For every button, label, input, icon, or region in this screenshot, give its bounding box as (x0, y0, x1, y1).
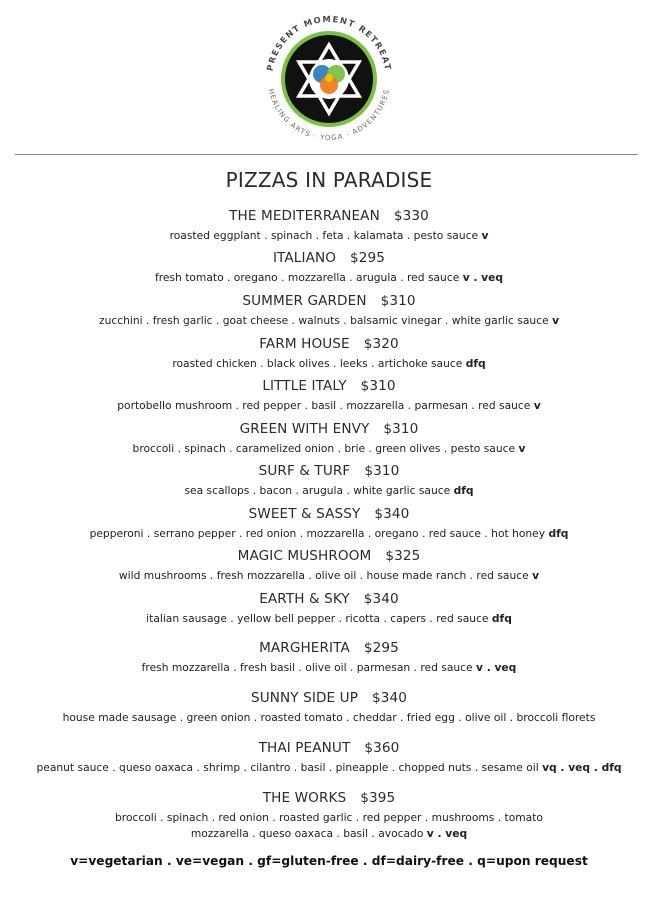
pizza-name: LITTLE ITALY (262, 378, 347, 394)
dietary-tags: v (481, 229, 489, 242)
ingredients-text: zucchini . fresh garlic . goat cheese . walnuts . balsamic vinegar . white garlic sauce (98, 314, 553, 327)
menu-item-heading (0, 740, 658, 757)
menu-item (0, 548, 658, 584)
menu-item (0, 250, 658, 286)
ingredients-text: wild mushrooms . fresh mozzarella . olive oil . house made ranch . red sauce (118, 569, 533, 582)
dietary-tags: dfq (465, 357, 486, 370)
dietary-tags: dfq (491, 612, 512, 625)
menu-item-heading (0, 690, 658, 707)
pizza-ingredients (0, 441, 658, 457)
ingredients-text: roasted chicken . black olives . leeks . artichoke sauce (172, 357, 466, 370)
menu-item-heading (0, 591, 658, 608)
ingredients-text: pepperoni . serrano pepper . red onion . mozzarella . oregano . red sauce . hot honey (89, 527, 549, 540)
ingredients-text: fresh tomato . oregano . mozzarella . arugula . red sauce (154, 271, 463, 284)
menu-item (0, 378, 658, 414)
ingredients-text: roasted eggplant . spinach . feta . kalamata . pesto sauce (169, 229, 482, 242)
pizza-price: $395 (360, 790, 396, 806)
menu-item (0, 591, 658, 627)
logo-top-text: PRESENT MOMENT RETREAT (264, 13, 394, 72)
pizza-name: FARM HOUSE (259, 336, 350, 352)
dietary-tags: dfq (453, 484, 474, 497)
pizza-name: MARGHERITA (259, 640, 350, 656)
pizza-name: SWEET & SASSY (248, 506, 361, 522)
pizza-price: $360 (364, 740, 400, 756)
pizza-ingredients (0, 826, 658, 842)
menu-item-heading (0, 336, 658, 353)
dietary-tags: v . veq (476, 661, 517, 674)
ingredients-text: mozzarella . queso oaxaca . basil . avocado (190, 827, 427, 840)
dietary-legend: v=vegetarian . ve=vegan . gf=gluten-free . df=dairy-free . q=upon request (70, 854, 588, 868)
menu-item-heading (0, 250, 658, 267)
pizza-name: THAI PEANUT (258, 740, 351, 756)
ingredients-text: italian sausage . yellow bell pepper . ricotta . capers . red sauce (146, 612, 492, 625)
ingredients-text: sea scallops . bacon . arugula . white garlic sauce (184, 484, 454, 497)
pizza-ingredients (0, 270, 658, 286)
pizza-ingredients (0, 398, 658, 414)
ingredients-text: portobello mushroom . red pepper . basil . mozzarella . parmesan . red sauce (117, 399, 534, 412)
pizza-ingredients (0, 228, 658, 244)
pizza-name: THE MEDITERRANEAN (229, 208, 380, 224)
pizza-price: $340 (372, 690, 407, 706)
pizza-name: MAGIC MUSHROOM (237, 548, 372, 564)
dietary-tags: v (533, 399, 541, 412)
pizza-name: THE WORKS (262, 790, 347, 806)
dietary-tags: v . veq (426, 827, 468, 840)
dietary-tags: dfq (548, 527, 569, 540)
pizza-price: $295 (350, 250, 386, 266)
pizza-name: SUMMER GARDEN (242, 293, 367, 309)
logo-bottom-text: HEALING ARTS · YOGA · ADVENTURES (266, 88, 392, 143)
pizza-price: $325 (385, 548, 421, 564)
menu-item (0, 506, 658, 542)
ingredients-text: broccoli . spinach . red onion . roasted garlic . red pepper . mushrooms . tomato (115, 811, 543, 824)
menu-item (0, 740, 658, 776)
dietary-tags: v (552, 314, 560, 327)
pizza-ingredients (0, 313, 658, 329)
menu-item (0, 690, 658, 726)
page-title: PIZZAS IN PARADISE (225, 168, 433, 192)
pizza-ingredients (0, 611, 658, 627)
menu-item (0, 790, 658, 842)
pizza-price: $310 (383, 421, 419, 437)
menu-item (0, 293, 658, 329)
pizza-price: $310 (380, 293, 416, 309)
menu-item (0, 463, 658, 499)
menu-item-heading (0, 378, 658, 395)
ingredients-text: broccoli . spinach . caramelized onion . brie . green olives . pesto sauce (132, 442, 519, 455)
pizza-price: $310 (360, 378, 396, 394)
menu-item-heading (0, 293, 658, 310)
logo (0, 0, 658, 145)
pizza-price: $295 (363, 640, 399, 656)
pizza-price: $330 (393, 208, 429, 224)
menu-item-heading (0, 208, 658, 225)
header-divider (15, 154, 638, 155)
pizza-ingredients (0, 660, 658, 676)
pizza-name: SUNNY SIDE UP (250, 690, 358, 706)
dietary-tags: v (518, 442, 526, 455)
pizza-ingredients (0, 810, 658, 826)
menu-item (0, 208, 658, 244)
pizza-price: $320 (363, 336, 399, 352)
pizza-name: EARTH & SKY (259, 591, 350, 607)
dietary-tags: v . veq (462, 271, 504, 284)
pizza-ingredients (0, 356, 658, 372)
dietary-tags: vq . veq . dfq (542, 761, 622, 774)
pizza-price: $310 (364, 463, 400, 479)
menu-item (0, 421, 658, 457)
pizza-name: ITALIANO (272, 250, 337, 266)
menu-item-heading (0, 790, 658, 807)
menu-item (0, 336, 658, 372)
retreat-logo-emblem (246, 4, 412, 149)
menu-item (0, 640, 658, 676)
menu-item-heading (0, 421, 658, 438)
menu-item-heading (0, 640, 658, 657)
pizza-price: $340 (374, 506, 410, 522)
ingredients-text: house made sausage . green onion . roasted tomato . cheddar . fried egg . olive oil . broccoli florets (62, 711, 596, 724)
menu-item-heading (0, 548, 658, 565)
pizza-ingredients (0, 568, 658, 584)
pizza-price: $340 (363, 591, 399, 607)
ingredients-text: fresh mozzarella . fresh basil . olive oil . parmesan . red sauce (141, 661, 476, 674)
pizza-ingredients (0, 760, 658, 776)
ingredients-text: peanut sauce . queso oaxaca . shrimp . cilantro . basil . pineapple . chopped nuts . sesame oil (36, 761, 543, 774)
pizza-ingredients (0, 526, 658, 542)
pizza-ingredients (0, 710, 658, 726)
pizza-name: SURF & TURF (258, 463, 351, 479)
pizza-ingredients (0, 483, 658, 499)
menu-item-heading (0, 506, 658, 523)
dietary-tags: v (532, 569, 540, 582)
pizza-name: GREEN WITH ENVY (239, 421, 370, 437)
menu-item-heading (0, 463, 658, 480)
